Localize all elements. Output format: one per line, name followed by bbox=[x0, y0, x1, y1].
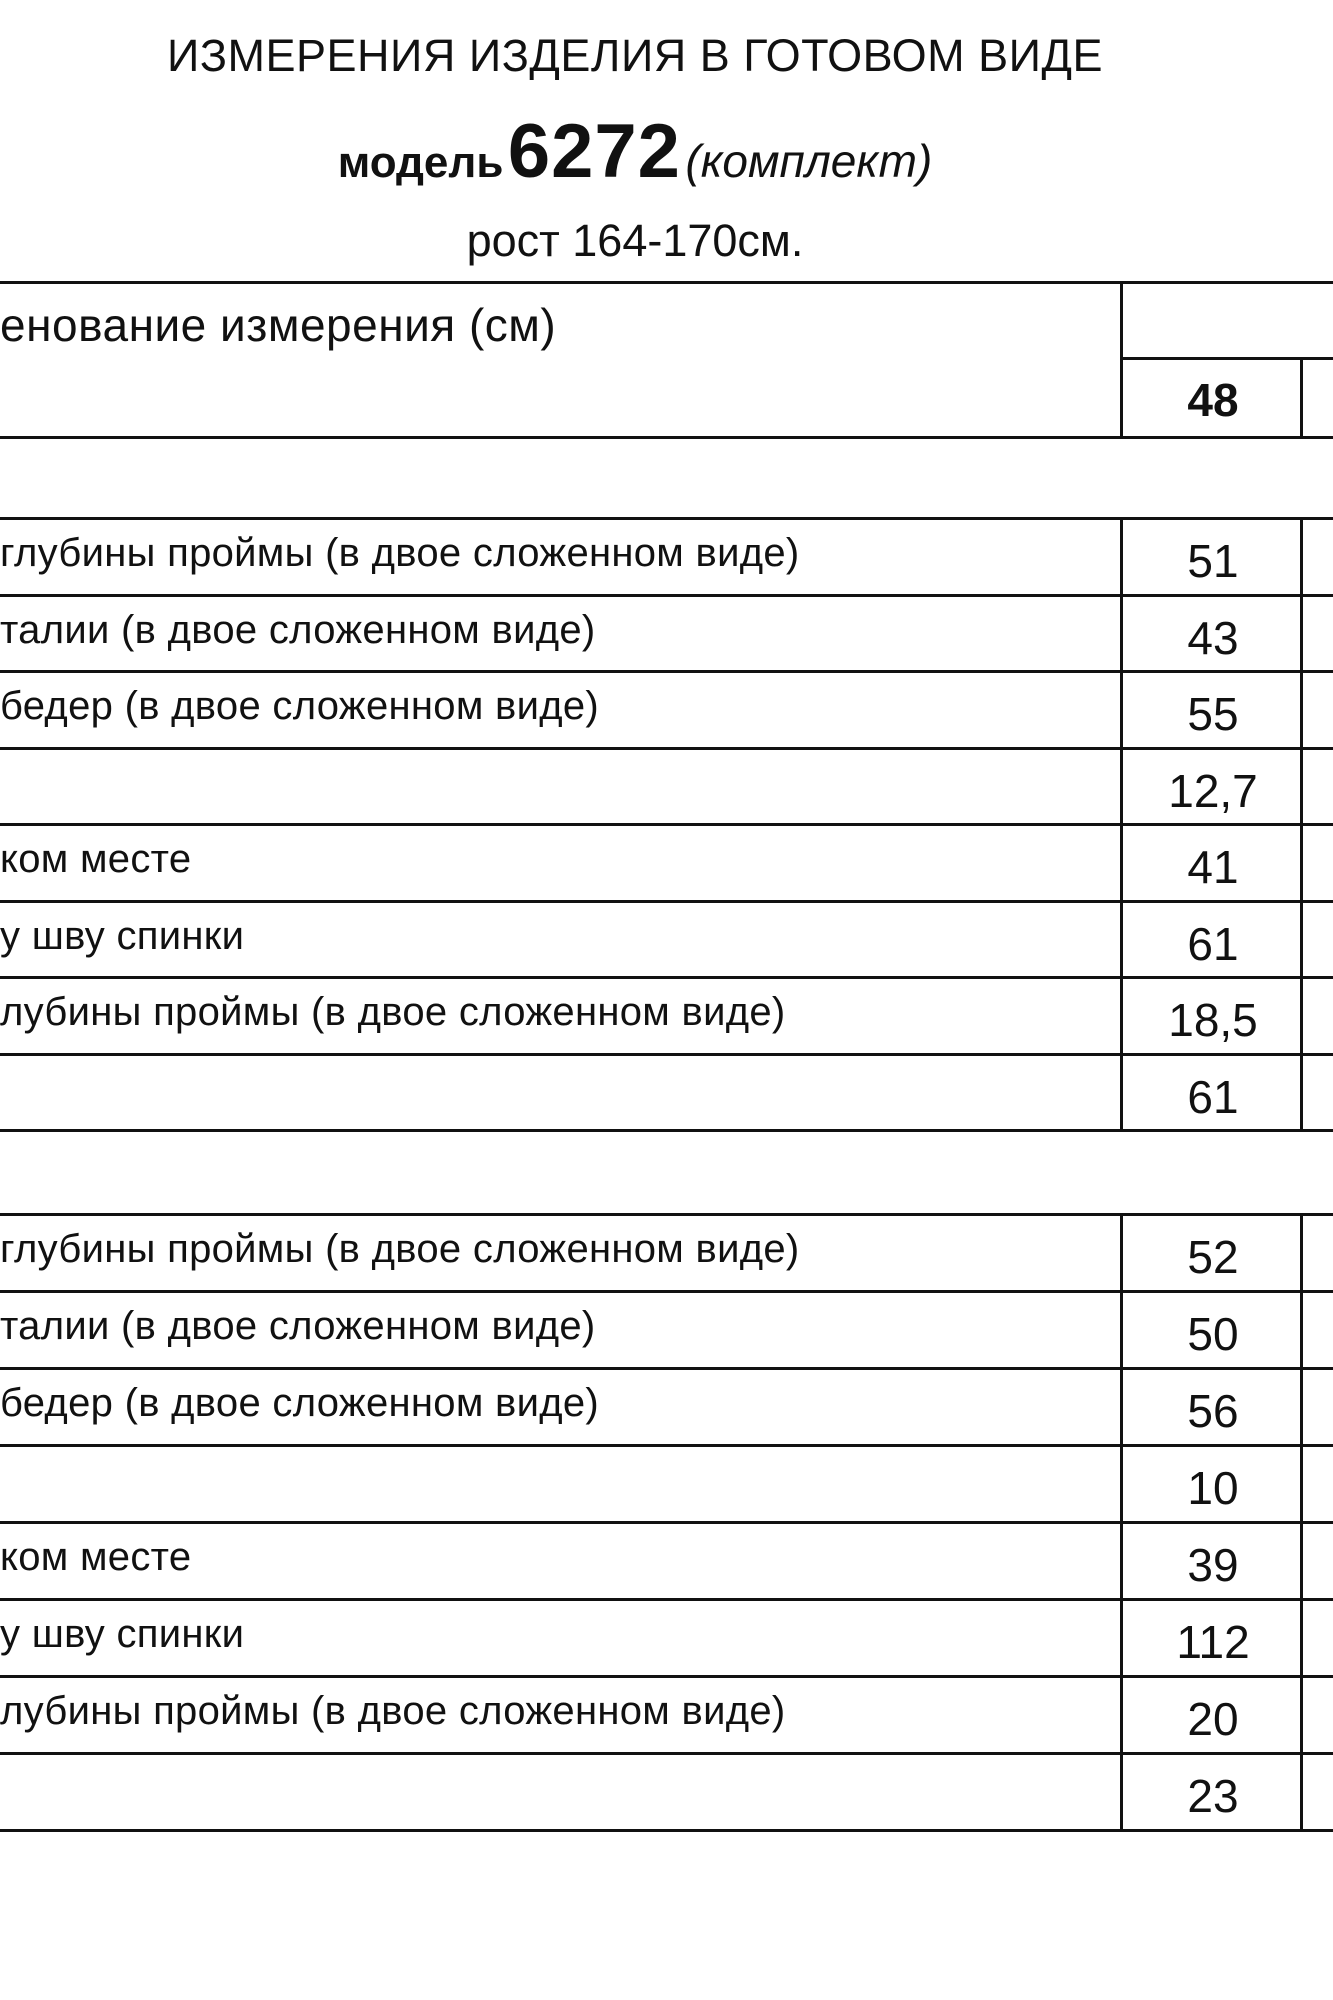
measurement-label: глубины проймы (в двое сложенном виде) bbox=[0, 1227, 800, 1271]
row-border bbox=[0, 900, 1333, 903]
row-border bbox=[0, 976, 1333, 979]
measurement-label: лубины проймы (в двое сложенном виде) bbox=[0, 990, 786, 1034]
measurement-value: 55 bbox=[1187, 688, 1239, 740]
section-2-top-border bbox=[0, 1213, 1333, 1216]
height-range: рост 164-170см. bbox=[466, 215, 804, 266]
table-top-border bbox=[0, 281, 1333, 284]
measurement-label: у шву спинки bbox=[0, 913, 245, 958]
measurement-value: 52 bbox=[1187, 1231, 1239, 1283]
measurement-value: 50 bbox=[1187, 1308, 1239, 1360]
row-border bbox=[0, 1598, 1333, 1601]
row-border bbox=[0, 823, 1333, 826]
measurement-value: 43 bbox=[1187, 611, 1239, 664]
measurement-value: 112 bbox=[1176, 1616, 1250, 1668]
model-line bbox=[0, 108, 1270, 195]
row-border bbox=[0, 1675, 1333, 1678]
measurement-label: ком месте bbox=[0, 1535, 192, 1579]
measurement-value: 23 bbox=[1187, 1770, 1239, 1822]
measurement-value: 12,7 bbox=[1168, 764, 1258, 817]
row-border bbox=[0, 1290, 1333, 1293]
section-1-top-border bbox=[0, 517, 1333, 520]
row-border bbox=[0, 1829, 1333, 1832]
row-border bbox=[0, 1444, 1333, 1447]
measurement-label: талии (в двое сложенном виде) bbox=[0, 607, 596, 652]
row-border bbox=[0, 1367, 1333, 1370]
measurement-value: 51 bbox=[1187, 535, 1239, 587]
measurement-value: 41 bbox=[1187, 841, 1239, 893]
table-header-bottom bbox=[0, 436, 1333, 439]
measurement-value: 10 bbox=[1187, 1462, 1239, 1514]
column-header: енование измерения (см) bbox=[0, 299, 557, 351]
row-border bbox=[0, 1053, 1333, 1056]
row-border bbox=[0, 670, 1333, 673]
measurement-value: 20 bbox=[1187, 1693, 1239, 1745]
row-border bbox=[0, 747, 1333, 750]
measurement-label: лубины проймы (в двое сложенном виде) bbox=[0, 1689, 786, 1733]
model-suffix: (комплект) bbox=[685, 135, 933, 187]
measurement-value: 56 bbox=[1187, 1385, 1239, 1437]
size-value: 48 bbox=[1187, 374, 1239, 426]
document-title: ИЗМЕРЕНИЯ ИЗДЕЛИЯ В ГОТОВОМ ВИДЕ bbox=[167, 30, 1103, 81]
measurement-label: талии (в двое сложенном виде) bbox=[0, 1304, 596, 1348]
model-label: модель bbox=[337, 138, 504, 187]
measurement-label: ком месте bbox=[0, 837, 192, 881]
measurement-label: бедер (в двое сложенном виде) bbox=[0, 684, 600, 728]
measurement-value: 61 bbox=[1187, 917, 1239, 970]
measurement-value: 39 bbox=[1187, 1539, 1239, 1591]
row-border bbox=[0, 1129, 1333, 1132]
row-border bbox=[0, 1521, 1333, 1524]
row-border bbox=[0, 1752, 1333, 1755]
measurement-value: 18,5 bbox=[1168, 994, 1258, 1046]
model-number: 6272 bbox=[507, 109, 681, 194]
row-border bbox=[0, 594, 1333, 597]
measurement-value: 61 bbox=[1187, 1070, 1239, 1123]
measurement-label: глубины проймы (в двое сложенном виде) bbox=[0, 531, 800, 575]
measurement-label: бедер (в двое сложенном виде) bbox=[0, 1381, 600, 1425]
measurement-label: у шву спинки bbox=[0, 1612, 245, 1656]
